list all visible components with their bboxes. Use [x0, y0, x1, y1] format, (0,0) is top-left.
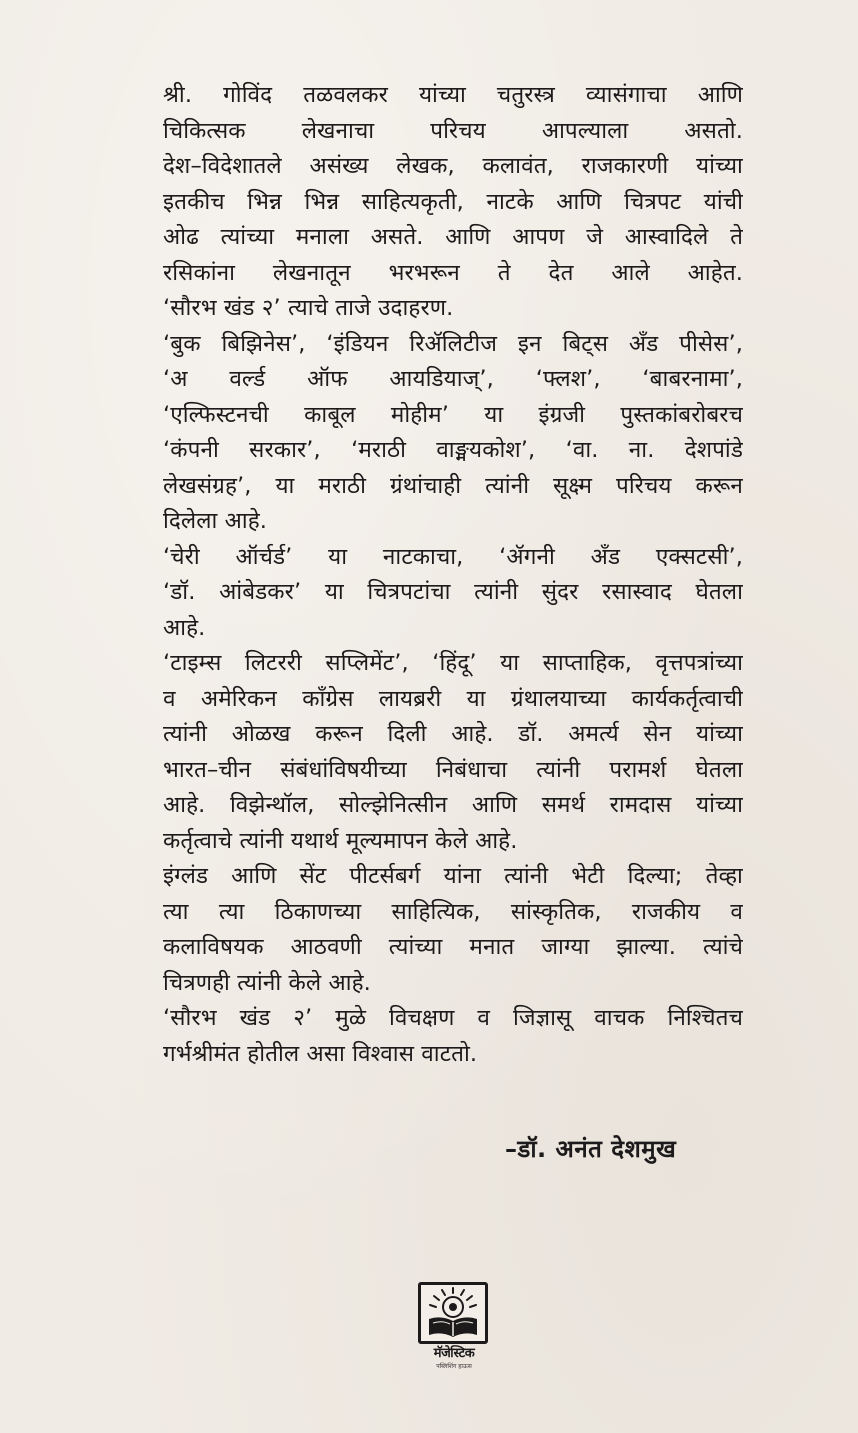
blurb-line: व अमेरिकन काँग्रेस लायब्ररी या ग्रंथालयाच्या कार्यकर्तृत्वाची: [163, 685, 743, 712]
blurb-line: ‘चेरी ऑर्चर्ड’ या नाटकाचा, ‘ॲगनी अँड एक्सटसी’,: [163, 543, 743, 570]
blurb-line: ‘एल्फिस्टनची काबूल मोहीम’ या इंग्रजी पुस्तकांबरोबरच: [163, 401, 743, 428]
blurb-line: ‘टाइम्स लिटररी सप्लिमेंट’, ‘हिंदू’ या साप्ताहिक, वृत्तपत्रांच्या: [163, 650, 743, 676]
blurb-line: चिकित्सक लेखनाचा परिचय आपल्याला असतो.: [163, 117, 743, 144]
blurb-line: इंग्लंड आणि सेंट पीटर्सबर्ग यांना त्यांनी भेटी दिल्या; तेव्हा: [163, 863, 743, 889]
logo-graphic: [421, 1285, 485, 1341]
blurb-line: आहे. विझेन्थॉल, सोल्झेनित्सीन आणि समर्थ रामदास यांच्या: [163, 792, 743, 818]
blurb-line: त्यांनी ओळख करून दिली आहे. डॉ. अमर्त्य सेन यांच्या: [163, 721, 743, 747]
publisher-tagline: पब्लिशिंग हाऊस: [436, 1363, 472, 1370]
blurb-line: चित्रणही त्यांनी केले आहे.: [163, 969, 371, 996]
blurb-line: ‘अ वर्ल्ड ऑफ आयडियाज्’, ‘फ्लश’, ‘बाबरनामा’,: [163, 366, 743, 392]
blurb-line: ‘सौरभ खंड २’ मुळे विचक्षण व जिज्ञासू वाचक निश्चितच: [163, 1005, 743, 1031]
blurb-line: भारत–चीन संबंधांविषयीच्या निबंधाचा त्यांनी परामर्श घेतला: [163, 756, 743, 783]
blurb-line: कर्तृत्वाचे त्यांनी यथार्थ मूल्यमापन केले आहे.: [163, 827, 518, 854]
open-book-sun-logo-icon: [418, 1282, 488, 1344]
blurb-line: ‘डॉ. आंबेडकर’ या चित्रपटांचा त्यांनी सुंदर रसास्वाद घेतला: [163, 579, 743, 605]
blurb-text: [163, 78, 743, 1072]
blurb-line: कलाविषयक आठवणी त्यांच्या मनात जाग्या झाल्या. त्यांचे: [163, 934, 743, 960]
blurb-line: इतकीच भिन्न भिन्न साहित्यकृती, नाटके आणि चित्रपट यांची: [163, 188, 743, 215]
blurb-line: देश–विदेशातले असंख्य लेखक, कलावंत, राजकारणी यांच्या: [163, 153, 743, 179]
blurb-line: लेखसंग्रह’, या मराठी ग्रंथांचाही त्यांनी सूक्ष्म परिचय करून: [163, 472, 743, 499]
blurb-line: त्या त्या ठिकाणच्या साहित्यिक, सांस्कृतिक, राजकीय व: [163, 898, 743, 925]
blurb-line: दिलेला आहे.: [163, 508, 268, 534]
blurb-line: ‘कंपनी सरकार’, ‘मराठी वाङ्मयकोश’, ‘वा. ना. देशपांडे: [163, 437, 743, 463]
blurb-line: ‘बुक बिझिनेस’, ‘इंडियन रिॲलिटीज इन बिट्स अँड पीसेस’,: [163, 330, 743, 357]
blurb-line: रसिकांना लेखनातून भरभरून ते देत आले आहेत.: [163, 259, 743, 286]
blurb-line: श्री. गोविंद तळवलकर यांच्या चतुरस्त्र व्यासंगाचा आणि: [163, 82, 743, 108]
blurb-line: ओढ त्यांच्या मनाला असते. आणि आपण जे आस्वादिले ते: [163, 224, 743, 250]
blurb-line: आहे.: [163, 614, 206, 641]
author-signature: –डॉ. अनंत देशमुख: [505, 1135, 677, 1163]
blurb-line: ‘सौरभ खंड २’ त्याचे ताजे उदाहरण.: [163, 295, 454, 321]
blurb-line: गर्भश्रीमंत होतील असा विश्वास वाटतो.: [163, 1040, 478, 1067]
publisher-name: मॅजेस्टिक: [433, 1346, 475, 1361]
publisher-logo: [412, 1282, 496, 1372]
